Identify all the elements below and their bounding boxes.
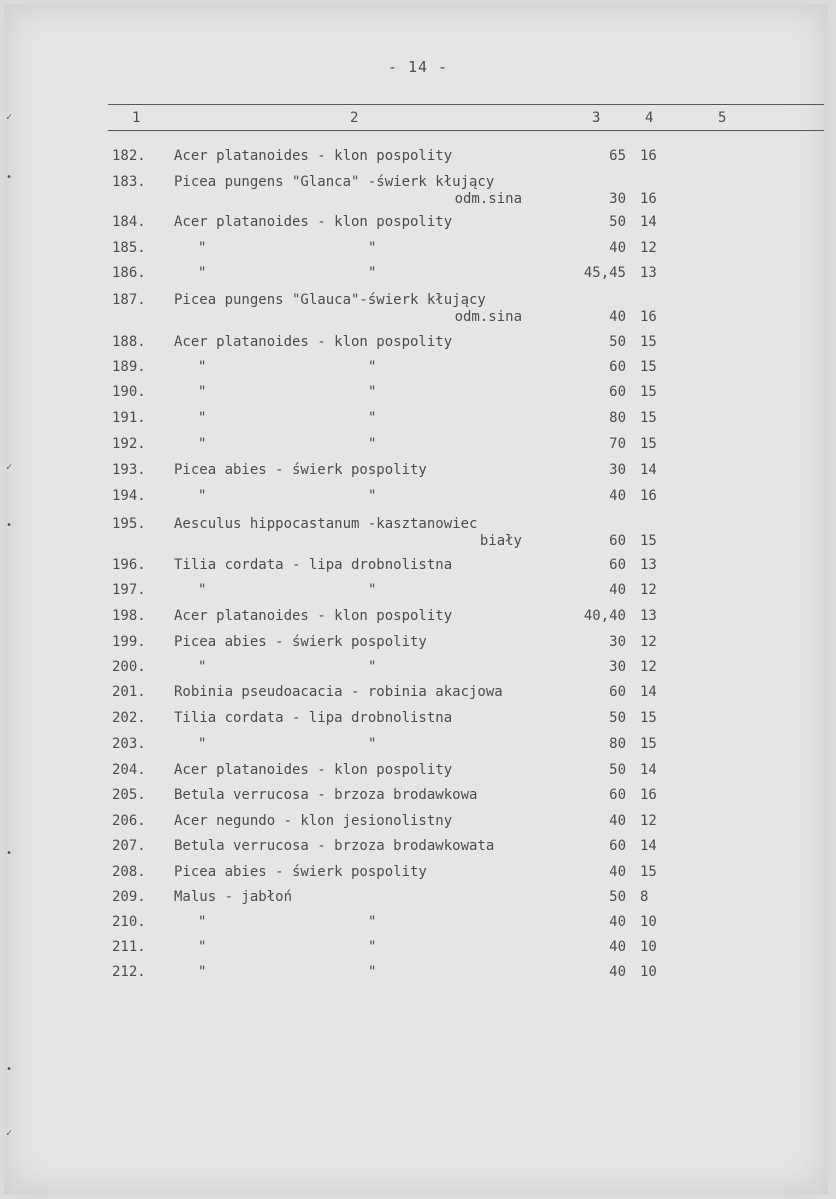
table-row (0, 684, 836, 704)
value-column-4: 14 (640, 762, 657, 778)
ditto-mark: " (368, 359, 377, 375)
value-column-3: 40 (609, 939, 626, 955)
value-column-4: 15 (640, 384, 657, 400)
value-column-4: 15 (640, 533, 657, 549)
table-row (0, 174, 836, 210)
species-name: Tilia cordata - lipa drobnolistna (174, 710, 453, 726)
table-row (0, 265, 836, 285)
table-row (0, 240, 836, 260)
value-column-4: 14 (640, 214, 657, 230)
value-column-4: 14 (640, 684, 657, 700)
row-number: 182. (112, 148, 146, 164)
table-row (0, 964, 836, 984)
margin-mark: ✓ (6, 1128, 13, 1139)
species-name: Picea pungens "Glauca"-świerk kłujący (174, 292, 486, 308)
row-number: 202. (112, 710, 146, 726)
species-name-continuation: biały (479, 533, 522, 549)
value-column-3: 50 (609, 214, 626, 230)
species-name: Betula verrucosa - brzoza brodawkowa (174, 787, 478, 803)
value-column-4: 13 (640, 265, 657, 281)
species-name: Acer platanoides - klon pospolity (174, 334, 453, 350)
value-column-3: 60 (609, 359, 626, 375)
ditto-mark: " (198, 240, 207, 256)
ditto-mark: " (198, 359, 207, 375)
table-row (0, 889, 836, 909)
value-column-4: 10 (640, 914, 657, 930)
table-row (0, 608, 836, 628)
species-name-continuation: odm.sina (454, 191, 522, 207)
value-column-3: 50 (609, 334, 626, 350)
species-name: Robinia pseudoacacia - robinia akacjowa (174, 684, 503, 700)
table-row (0, 516, 836, 552)
table-row (0, 214, 836, 234)
value-column-3: 45,45 (583, 265, 626, 281)
value-column-4: 16 (640, 148, 657, 164)
column-header-3: 3 (592, 110, 601, 126)
row-number: 183. (112, 174, 146, 190)
value-column-3: 30 (609, 462, 626, 478)
margin-mark: • (6, 848, 13, 859)
table-row (0, 334, 836, 354)
table-row (0, 914, 836, 934)
table-row (0, 292, 836, 328)
row-number: 192. (112, 436, 146, 452)
value-column-4: 15 (640, 864, 657, 880)
row-number: 185. (112, 240, 146, 256)
margin-mark: • (6, 172, 13, 183)
species-name-continuation: odm.sina (454, 309, 522, 325)
value-column-3: 40 (609, 914, 626, 930)
ditto-mark: " (368, 384, 377, 400)
ditto-mark: " (368, 964, 377, 980)
ditto-mark: " (198, 488, 207, 504)
row-number: 210. (112, 914, 146, 930)
ditto-mark: " (368, 488, 377, 504)
table-row (0, 634, 836, 654)
row-number: 197. (112, 582, 146, 598)
column-header-4: 4 (645, 110, 654, 126)
value-column-4: 8 (640, 889, 649, 905)
row-number: 206. (112, 813, 146, 829)
species-name: Betula verrucosa - brzoza brodawkowata (174, 838, 495, 854)
table-row (0, 939, 836, 959)
table-row (0, 736, 836, 756)
value-column-3: 30 (609, 191, 626, 207)
value-column-4: 14 (640, 838, 657, 854)
margin-mark: ✓ (6, 462, 13, 473)
species-name: Acer platanoides - klon pospolity (174, 214, 453, 230)
value-column-4: 13 (640, 608, 657, 624)
species-name: Malus - jabłoń (174, 889, 293, 905)
value-column-4: 12 (640, 240, 657, 256)
value-column-3: 50 (609, 762, 626, 778)
value-column-4: 15 (640, 334, 657, 350)
ditto-mark: " (368, 436, 377, 452)
value-column-3: 60 (609, 684, 626, 700)
row-number: 194. (112, 488, 146, 504)
table-row (0, 762, 836, 782)
row-number: 187. (112, 292, 146, 308)
species-name: Acer negundo - klon jesionolistny (174, 813, 453, 829)
value-column-3: 30 (609, 659, 626, 675)
row-number: 211. (112, 939, 146, 955)
value-column-4: 10 (640, 939, 657, 955)
value-column-3: 80 (609, 736, 626, 752)
table-row (0, 359, 836, 379)
row-number: 195. (112, 516, 146, 532)
table-header-rule (108, 130, 824, 131)
ditto-mark: " (198, 964, 207, 980)
value-column-3: 40 (609, 864, 626, 880)
ditto-mark: " (198, 265, 207, 281)
value-column-4: 12 (640, 813, 657, 829)
ditto-mark: " (198, 659, 207, 675)
value-column-3: 70 (609, 436, 626, 452)
value-column-3: 50 (609, 889, 626, 905)
margin-mark: ✓ (6, 112, 13, 123)
row-number: 203. (112, 736, 146, 752)
value-column-4: 16 (640, 191, 657, 207)
value-column-4: 10 (640, 964, 657, 980)
ditto-mark: " (368, 939, 377, 955)
row-number: 190. (112, 384, 146, 400)
value-column-3: 65 (609, 148, 626, 164)
row-number: 193. (112, 462, 146, 478)
value-column-4: 12 (640, 582, 657, 598)
ditto-mark: " (198, 939, 207, 955)
value-column-3: 40 (609, 964, 626, 980)
table-row (0, 557, 836, 577)
ditto-mark: " (368, 265, 377, 281)
species-name: Picea pungens "Glanca" -świerk kłujący (174, 174, 495, 190)
row-number: 212. (112, 964, 146, 980)
table-row (0, 436, 836, 456)
value-column-4: 16 (640, 787, 657, 803)
ditto-mark: " (368, 914, 377, 930)
value-column-4: 13 (640, 557, 657, 573)
row-number: 204. (112, 762, 146, 778)
table-row (0, 710, 836, 730)
ditto-mark: " (198, 384, 207, 400)
value-column-3: 60 (609, 838, 626, 854)
table-row (0, 582, 836, 602)
row-number: 208. (112, 864, 146, 880)
value-column-3: 40,40 (583, 608, 626, 624)
ditto-mark: " (368, 240, 377, 256)
ditto-mark: " (198, 736, 207, 752)
ditto-mark: " (368, 736, 377, 752)
ditto-mark: " (368, 659, 377, 675)
table-row (0, 462, 836, 482)
value-column-3: 60 (609, 533, 626, 549)
value-column-4: 15 (640, 359, 657, 375)
ditto-mark: " (368, 410, 377, 426)
table-row (0, 813, 836, 833)
value-column-3: 30 (609, 634, 626, 650)
row-number: 205. (112, 787, 146, 803)
species-name: Acer platanoides - klon pospolity (174, 148, 453, 164)
row-number: 198. (112, 608, 146, 624)
column-header-5: 5 (718, 110, 727, 126)
table-row (0, 838, 836, 858)
value-column-4: 12 (640, 659, 657, 675)
value-column-3: 40 (609, 582, 626, 598)
margin-mark: • (6, 1064, 13, 1075)
table-row (0, 787, 836, 807)
page-number: - 14 - (387, 58, 449, 76)
row-number: 191. (112, 410, 146, 426)
value-column-4: 14 (640, 462, 657, 478)
row-number: 186. (112, 265, 146, 281)
species-name: Aesculus hippocastanum -kasztanowiec (174, 516, 478, 532)
value-column-3: 40 (609, 240, 626, 256)
table-row (0, 864, 836, 884)
table-top-rule (108, 104, 824, 105)
species-name: Tilia cordata - lipa drobnolistna (174, 557, 453, 573)
species-name: Acer platanoides - klon pospolity (174, 608, 453, 624)
table-row (0, 488, 836, 508)
table-row (0, 410, 836, 430)
value-column-4: 16 (640, 309, 657, 325)
species-name: Picea abies - świerk pospolity (174, 634, 427, 650)
value-column-4: 16 (640, 488, 657, 504)
value-column-3: 60 (609, 787, 626, 803)
species-name: Acer platanoides - klon pospolity (174, 762, 453, 778)
value-column-4: 15 (640, 710, 657, 726)
value-column-3: 40 (609, 309, 626, 325)
column-header-1: 1 (132, 110, 141, 126)
column-header-2: 2 (350, 110, 359, 126)
margin-mark: • (6, 520, 13, 531)
row-number: 200. (112, 659, 146, 675)
value-column-3: 60 (609, 557, 626, 573)
row-number: 209. (112, 889, 146, 905)
ditto-mark: " (368, 582, 377, 598)
value-column-3: 40 (609, 813, 626, 829)
species-name: Picea abies - świerk pospolity (174, 864, 427, 880)
ditto-mark: " (198, 436, 207, 452)
value-column-3: 60 (609, 384, 626, 400)
table-row (0, 659, 836, 679)
value-column-4: 15 (640, 736, 657, 752)
row-number: 189. (112, 359, 146, 375)
ditto-mark: " (198, 914, 207, 930)
ditto-mark: " (198, 410, 207, 426)
table-row (0, 384, 836, 404)
ditto-mark: " (198, 582, 207, 598)
row-number: 196. (112, 557, 146, 573)
value-column-3: 80 (609, 410, 626, 426)
value-column-4: 12 (640, 634, 657, 650)
table-row (0, 148, 836, 168)
value-column-4: 15 (640, 436, 657, 452)
value-column-4: 15 (640, 410, 657, 426)
row-number: 199. (112, 634, 146, 650)
row-number: 184. (112, 214, 146, 230)
row-number: 188. (112, 334, 146, 350)
value-column-3: 40 (609, 488, 626, 504)
row-number: 201. (112, 684, 146, 700)
value-column-3: 50 (609, 710, 626, 726)
row-number: 207. (112, 838, 146, 854)
species-name: Picea abies - świerk pospolity (174, 462, 427, 478)
